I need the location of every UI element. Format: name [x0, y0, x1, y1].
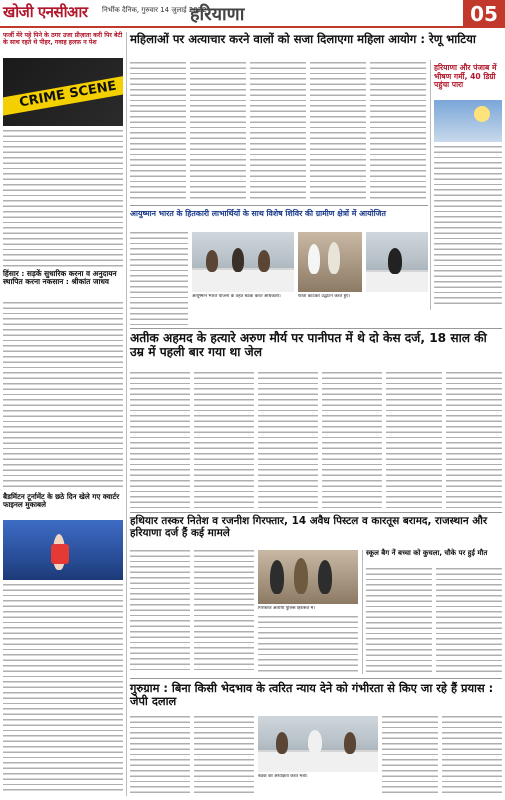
atiq-body-col-5 [386, 372, 442, 508]
dalal-caption: बैठक की अध्यक्षता करते मंत्री। [258, 774, 308, 779]
arms-body-col-3 [258, 616, 358, 674]
bottom-body-col-1 [130, 716, 190, 796]
page-number: 05 [463, 0, 505, 28]
side-headline: हरियाणा और पंजाब में भीषण गर्मी, 40 डिग्री पहुंचा पारा [434, 63, 497, 89]
left-top-headline: फर्जी मेरे पहे पिने के ठगर उजा प्रीज़ाता करी पिर बेटी के साथ रहते थे पीहर, गवाह हलफ़ न पेश [3, 32, 123, 46]
school-bag-body [366, 568, 432, 674]
arrest-caption: गिरफ्तार आरोपी पुलिस हिरासत में। [258, 606, 315, 611]
second-body-col-1 [130, 232, 188, 326]
ribbon-cutting-photo [298, 232, 362, 292]
meeting-photo [192, 232, 294, 292]
dalal-meeting-photo [258, 716, 378, 772]
left-sub-body [3, 302, 123, 490]
lead-body-col-5 [370, 62, 426, 202]
arms-body-col-1 [130, 550, 190, 674]
atiq-body-col-2 [194, 372, 254, 508]
bottom-body-col-3 [382, 716, 438, 796]
meeting-caption: आयुष्मान भारत योजना के तहत बैठक करते अधिकारी। [192, 294, 281, 299]
officials-photo [366, 232, 428, 292]
arms-headline: हथियार तस्कर नितेश व रजनीश गिरफ्तार, 14 अवैध पिस्टल व कारतूस बरामद, राजस्थान और हरियाणा दर्ज हैं कई मामले [130, 515, 488, 539]
atiq-body-col-4 [322, 372, 382, 508]
left-article-body [3, 130, 123, 268]
bottom-body-col-2 [194, 716, 254, 796]
newspaper-logo: खोजी एनसीआर [3, 3, 88, 21]
lead-body-col-4 [310, 62, 366, 202]
issue-date: निर्भीक दैनिक, गुरुवार 14 जुलाई 2022 [102, 6, 207, 14]
crime-scene-tape: CRIME SCENE [3, 73, 123, 117]
atiq-headline: अतीक अहमद के हत्यारे अरुण मौर्य पर पानीपत में थे दो केस दर्ज, 18 साल की उम्र में पहली बार गया था जेल [130, 331, 487, 359]
weather-photo [434, 100, 502, 142]
lead-body-col-3 [250, 62, 306, 202]
lead-body-col-1 [130, 62, 186, 202]
second-headline: आयुष्मान भारत के हितकारी लाभार्थियों के साथ विशेष शिविर की ग्रामीण क्षेत्रों में आयोजित [130, 209, 386, 218]
lead-headline: महिलाओं पर अत्याचार करने वालों को सजा दिलाएगा महिला आयोग : रेणू भाटिया [130, 32, 476, 46]
bottom-body-col-4 [442, 716, 502, 796]
crime-scene-photo [3, 58, 123, 126]
ribbon-cutting-caption: फीता काटकर उद्घाटन करते हुए। [298, 294, 351, 299]
arrest-photo [258, 550, 358, 604]
school-bag-headline: स्कूल बैग नें बच्चा को कुचला, चौके पर हुई मौत [366, 549, 488, 557]
badminton-photo [3, 520, 123, 580]
side-body [434, 146, 502, 308]
bottom-headline: गुरुग्राम : बिना किसी भेदभाव के त्वरित न्याय देने को गंभीरता से किए जा रहे हैं प्रयास : जेपी दलाल [130, 681, 494, 708]
school-bag-body-2 [436, 568, 502, 674]
masthead [0, 0, 505, 28]
atiq-body-col-6 [446, 372, 502, 508]
left-sub-headline: हिंसार : सड़कें सुधारिक करना व अनुदायन स्थापित करना नकसान : श्रीकांत जाधव [3, 269, 117, 287]
arms-body-col-2 [194, 550, 254, 674]
sports-headline: बैडमिंटन टूर्नामेंट के छठे दिन खेले गए क्वार्टर फाइनल मुकाबले [3, 492, 120, 510]
sports-body [3, 584, 123, 794]
atiq-body-col-3 [258, 372, 318, 508]
lead-body-col-2 [190, 62, 246, 202]
atiq-body-col-1 [130, 372, 190, 508]
section-title: हरियाणा [190, 4, 245, 25]
